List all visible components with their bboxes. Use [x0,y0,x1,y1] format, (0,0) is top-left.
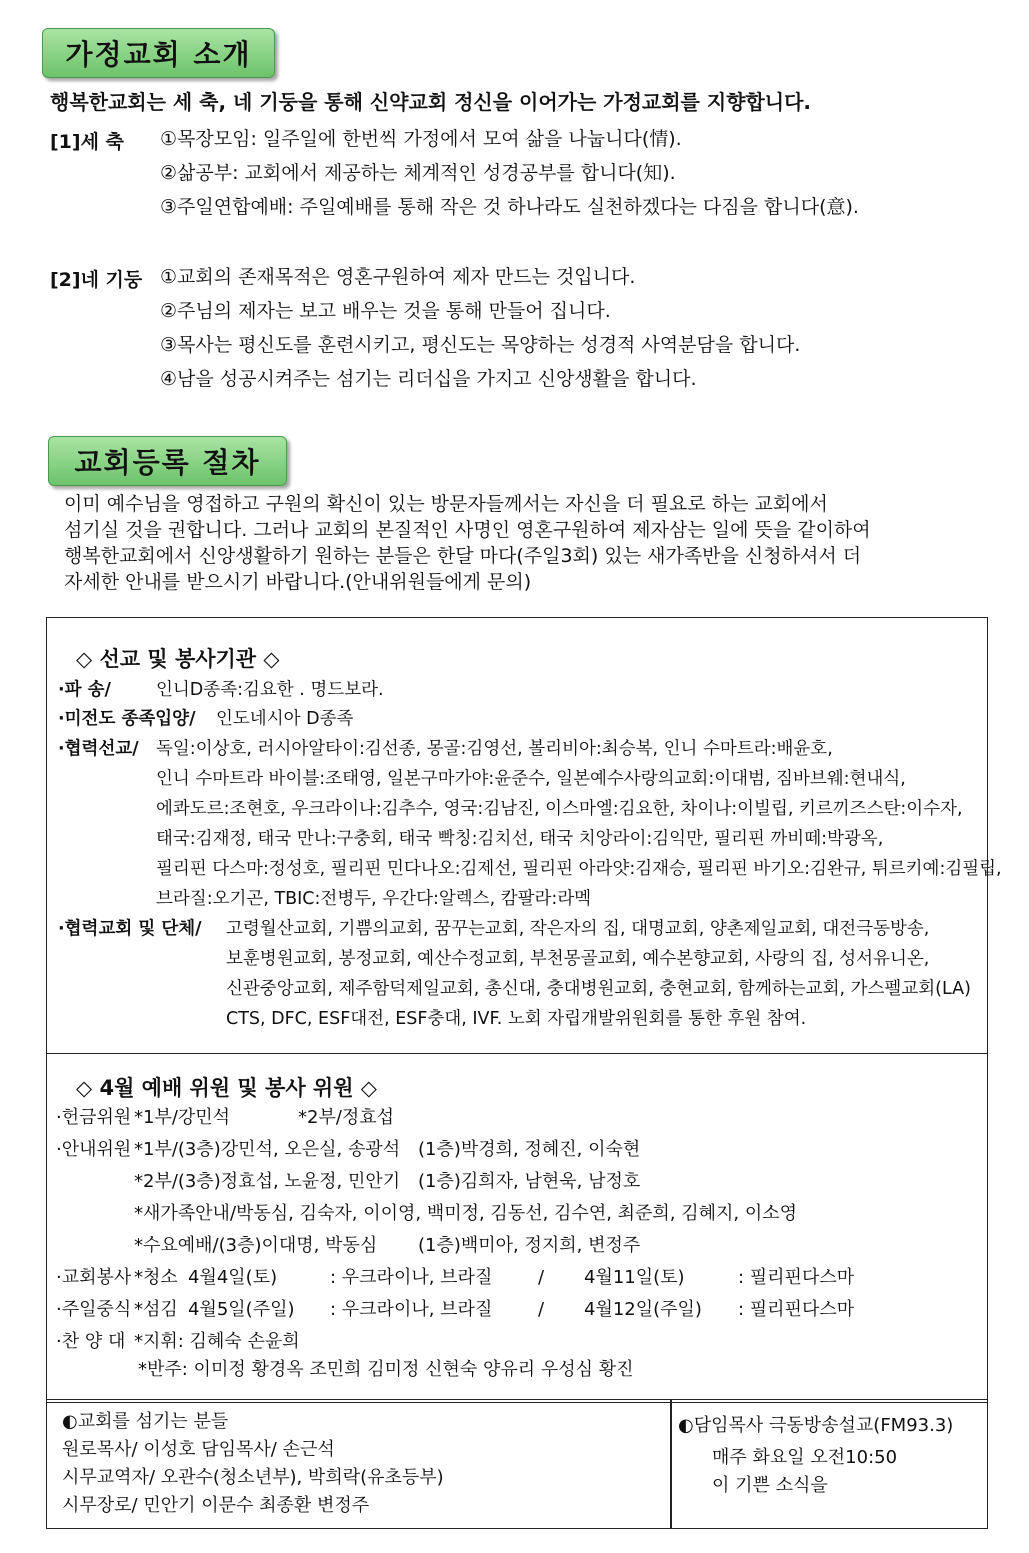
partner-missionaries-line: 태국:김재정, 태국 만나:구충회, 태국 빡칭:김치선, 태국 치앙라이:김익만, 필리핀 까비떼:박광옥, [156,829,884,849]
lunch-separator: / [538,1299,545,1320]
registration-paragraph-line: 이미 예수님을 영접하고 구원의 확신이 있는 방문자들께서는 자신을 더 필요로 하는 교회에서 [64,493,828,515]
three-axes-item-2: ②삶공부: 교회에서 제공하는 체계적인 성경공부를 합니다(知). [160,162,676,184]
partner-missionaries-label: ·협력선교/ [58,739,139,759]
partner-churches-line: 고령월산교회, 기쁨의교회, 꿈꾸는교회, 작은자의 집, 대명교회, 양촌제일교회, 대전극동방송, [226,919,930,939]
lunch-date-1: 4월5일(주일) [188,1299,295,1320]
ushers-row-b: (1층)백미아, 정지희, 변정주 [418,1235,641,1256]
service-date-1: 4월4일(토) [188,1267,278,1288]
broadcast-line: 매주 화요일 오전10:50 [712,1447,898,1468]
service-separator: / [538,1267,545,1288]
ushers-row-a: *새가족안내/박동심, 김숙자, 이이영, 백미정, 김동선, 김수연, 최준희, 김혜지, 이소영 [134,1203,798,1224]
staff-title: ◐교회를 섬기는 분들 [62,1411,229,1432]
staff-line: 시무교역자/ 오관수(청소년부), 박희락(유초등부) [62,1467,444,1488]
footer-double-rule [46,1402,988,1403]
service-date-2: 4월11일(토) [584,1267,685,1288]
unreached-value: 인도네시아 D종족 [216,709,354,729]
unreached-label: ·미전도 종족입양/ [58,709,196,729]
ushers-row-a: *1부/(3층)강민석, 오은실, 송광석 [134,1139,401,1160]
ushers-row-a: *수요예배/(3층)이대명, 박동심 [134,1235,378,1256]
dispatch-label: ·파 송/ [58,680,111,700]
four-pillars-item-2: ②주님의 제자는 보고 배우는 것을 통해 만들어 집니다. [160,300,611,322]
partner-churches-label: ·협력교회 및 단체/ [58,919,202,939]
section-title-house-church: 가정교회 소개 [42,28,275,78]
partner-churches-line: 보훈병원교회, 봉정교회, 예산수정교회, 부천몽골교회, 예수본향교회, 사랑의 집, 성서유니온, [226,949,930,969]
broadcast-line: 이 기쁜 소식을 [712,1475,828,1496]
april-title: ◇ 4월 예배 위원 및 봉사 위원 ◇ [76,1076,377,1100]
offering-second: *2부/정효섭 [298,1107,395,1128]
registration-paragraph-line: 자세한 안내를 받으시기 바랍니다.(안내위원들에게 문의) [64,571,532,593]
service-who-2: : 필리핀다스마 [738,1267,855,1288]
staff-line: 시무장로/ 민안기 이문수 최종환 변정주 [62,1495,370,1516]
offering-label: ·헌금위원 [56,1107,132,1128]
ushers-row-a: *2부/(3층)정효섭, 노윤정, 민안기 [134,1171,401,1192]
three-axes-item-1: ①목장모임: 일주일에 한번씩 가정에서 모여 삶을 나눕니다(情). [160,128,682,150]
mission-title: ◇ 선교 및 봉사기관 ◇ [76,647,280,671]
lunch-label: ·주일중식 [56,1299,132,1320]
four-pillars-item-1: ①교회의 존재목적은 영혼구원하여 제자 만드는 것입니다. [160,266,636,288]
choir-conductor: *지휘: 김혜숙 손윤희 [134,1331,300,1352]
four-pillars-item-4: ④남을 성공시켜주는 섬기는 리더십을 가지고 신앙생활을 합니다. [160,368,697,390]
partner-missionaries-line: 브라질:오기곤, TBIC:전병두, 우간다:알렉스, 캄팔라:라멕 [156,889,592,909]
broadcast-title: ◐담임목사 극동방송설교(FM93.3) [678,1415,954,1436]
partner-missionaries-line: 인니 수마트라 바이블:조태영, 일본구마가야:윤준수, 일본예수사랑의교회:이대범, 짐바브웨:현내식, [156,769,906,789]
section-title-registration: 교회등록 절차 [48,436,287,486]
staff-line: 원로목사/ 이성호 담임목사/ 손근석 [62,1439,335,1460]
intro-tagline: 행복한교회는 세 축, 네 기둥을 통해 신약교회 정신을 이어가는 가정교회를 지향합니다. [50,90,812,114]
service-who-1: : 우크라이나, 브라질 [330,1267,493,1288]
ushers-label: ·안내위원 [56,1139,132,1160]
four-pillars-label: [2]네 기둥 [50,269,143,291]
service-kind: *청소 [134,1267,178,1288]
lunch-date-2: 4월12일(주일) [584,1299,702,1320]
four-pillars-item-3: ③목사는 평신도를 훈련시키고, 평신도는 목양하는 성경적 사역분담을 합니다. [160,334,801,356]
choir-label: ·찬 양 대 [56,1331,126,1352]
partner-missionaries-line: 에콰도르:조현호, 우크라이나:김추수, 영국:김남진, 이스마엘:김요한, 차이나:이빌립, 키르끼즈스탄:이수자, [156,799,963,819]
offering-first: *1부/강민석 [134,1107,231,1128]
service-label: ·교회봉사 [56,1267,132,1288]
partner-missionaries-line: 독일:이상호, 러시아알타이:김선종, 몽골:김영선, 볼리비아:최승복, 인니 수마트라:배윤호, [156,739,833,759]
partner-churches-line: 신관중앙교회, 제주함덕제일교회, 총신대, 충대병원교회, 충현교회, 함께하는교회, 가스펠교회(LA) [226,979,971,999]
partner-missionaries-line: 필리핀 다스마:정성호, 필리핀 민다나오:김제선, 필리핀 아라얏:김재승, 필리핀 바기오:김완규, 튀르키예:김필립, [156,859,1002,879]
ushers-row-b: (1층)김희자, 남현욱, 남정호 [418,1171,641,1192]
registration-paragraph-line: 행복한교회에서 신앙생활하기 원하는 분들은 한달 마다(주일3회) 있는 새가족반을 신청하셔서 더 [64,545,862,567]
three-axes-label: [1]세 축 [50,131,124,153]
registration-paragraph-line: 섬기실 것을 권합니다. 그러나 교회의 본질적인 사명인 영혼구원하여 제자삼는 일에 뜻을 같이하여 [64,519,871,541]
footer-divider [670,1399,672,1529]
lunch-who-1: : 우크라이나, 브라질 [330,1299,493,1320]
lunch-who-2: : 필리핀다스마 [738,1299,855,1320]
choir-accompanist: *반주: 이미정 황경옥 조민희 김미정 신현숙 양유리 우성심 황진 [138,1359,634,1380]
partner-churches-line: CTS, DFC, ESF대전, ESF충대, IVF. 노회 자립개발위원회를 통한 후원 참여. [226,1009,807,1029]
ushers-row-b: (1층)박경희, 정혜진, 이숙현 [418,1139,641,1160]
dispatch-value: 인니D종족:김요한 . 명드보라. [156,680,384,700]
lunch-kind: *섬김 [134,1299,178,1320]
three-axes-item-3: ③주일연합예배: 주일예배를 통해 작은 것 하나라도 실천하겠다는 다짐을 합니다(意). [160,196,859,218]
